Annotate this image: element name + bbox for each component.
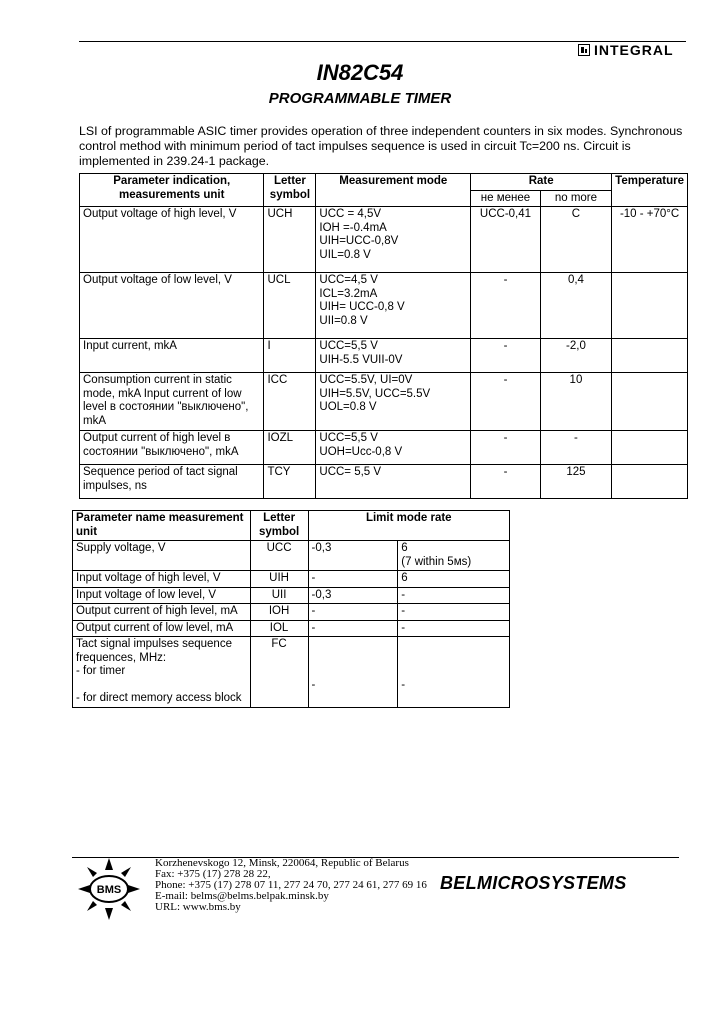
table-row bbox=[80, 465, 688, 499]
symbol-cell: UCL bbox=[264, 273, 316, 339]
table-row bbox=[73, 571, 510, 588]
mode-line: UCC=4,5 V bbox=[319, 274, 378, 286]
mode-line: UOH=Ucc-0,8 V bbox=[319, 445, 403, 458]
param-cell: Output current of high level, mA bbox=[73, 604, 251, 621]
col-rate-max-header: no more bbox=[540, 190, 611, 207]
param-cell: Output voltage of low level, V bbox=[80, 273, 264, 339]
limit-max-cell: 6 (7 within 5мs) bbox=[398, 541, 510, 571]
email: E-mail: belms@belms.belpak.minsk.by bbox=[155, 890, 329, 902]
limit-max-cell: - bbox=[398, 637, 510, 708]
mode-cell bbox=[316, 465, 471, 499]
col-rate-header: Rate bbox=[471, 174, 612, 191]
symbol-cell: UII bbox=[250, 587, 308, 604]
symbol-cell: ICC bbox=[264, 373, 316, 431]
symbol-cell: UIH bbox=[250, 571, 308, 588]
limit-max-cell: - bbox=[398, 620, 510, 637]
rate-max-cell: - bbox=[540, 431, 611, 465]
fax: Fax: +375 (17) 278 28 22, bbox=[155, 868, 271, 880]
temperature-cell bbox=[612, 431, 688, 465]
rate-max-cell: C bbox=[540, 207, 611, 273]
rate-min-cell: - bbox=[471, 373, 541, 431]
limit-max-cell: - bbox=[398, 587, 510, 604]
company-name: BELMICROSYSTEMS bbox=[440, 873, 627, 893]
mode-cell bbox=[316, 339, 471, 373]
rate-max-cell: 10 bbox=[540, 373, 611, 431]
limit-mode-table bbox=[72, 510, 510, 708]
mode-line: UOL=0.8 V bbox=[319, 401, 377, 413]
t2-param-header: Parameter name measurement unit bbox=[73, 511, 251, 541]
limit-min-cell: - bbox=[308, 604, 398, 621]
param-cell: Sequence period of tact signal impulses, ns bbox=[80, 465, 264, 499]
param-cell: Supply voltage, V bbox=[73, 541, 251, 571]
rate-max-cell: 125 bbox=[540, 465, 611, 499]
col-symbol-header: Letter symbol bbox=[264, 174, 316, 207]
limit-min-cell: - bbox=[308, 571, 398, 588]
contact-block bbox=[155, 858, 435, 913]
mode-cell bbox=[316, 431, 471, 465]
mode-line: UIL=0.8 V bbox=[319, 248, 371, 261]
rate-max-cell: 0,4 bbox=[540, 273, 611, 339]
mode-line: UIH-5.5 VUII-0V bbox=[319, 353, 403, 366]
param-cell: Tact signal impulses sequence frequences, MHz: - for timer - for direct memory access block bbox=[73, 637, 251, 708]
col-mode-header: Measurement mode bbox=[316, 174, 471, 207]
param-cell: Input voltage of high level, V bbox=[73, 571, 251, 588]
limit-min-cell: -0,3 bbox=[308, 587, 398, 604]
param-cell: Output voltage of high level, V bbox=[80, 207, 264, 273]
mode-line: UIH=UCC-0,8V bbox=[319, 235, 399, 247]
mode-line: IOH =-0.4mA bbox=[319, 221, 387, 234]
limit-min-cell: - bbox=[308, 637, 398, 708]
table-row bbox=[80, 273, 688, 339]
param-cell: Input current, mkA bbox=[80, 339, 264, 373]
temperature-cell: -10 - +70°C bbox=[612, 207, 688, 273]
symbol-cell: IOH bbox=[250, 604, 308, 621]
mode-cell bbox=[316, 373, 471, 431]
bms-logo-icon bbox=[78, 858, 140, 920]
table-row bbox=[73, 604, 510, 621]
mode-line: UII=0.8 V bbox=[319, 314, 368, 327]
mode-line: UCC= 5,5 V bbox=[319, 466, 382, 478]
limit-min-cell: - bbox=[308, 620, 398, 637]
param-cell: Consumption current in static mode, mkA Input current of low level в состоянии "выключено", mkA bbox=[80, 373, 264, 431]
page-subtitle: PROGRAMMABLE TIMER bbox=[268, 90, 452, 107]
temperature-cell bbox=[612, 465, 688, 499]
col-temp-header: Temperature bbox=[612, 174, 688, 207]
limit-max-cell: - bbox=[398, 604, 510, 621]
table-row bbox=[80, 431, 688, 465]
integral-logo-icon bbox=[578, 44, 590, 56]
mode-line: ICL=3.2mA bbox=[319, 287, 378, 300]
rate-min-cell: - bbox=[471, 465, 541, 499]
symbol-cell: I bbox=[264, 339, 316, 373]
mode-line: UIH= UCC-0,8 V bbox=[319, 301, 405, 313]
param-cell: Output current of high level в состоянии "выключено", mkA bbox=[80, 431, 264, 465]
rate-min-cell: UCC-0,41 bbox=[471, 207, 541, 273]
limit-min-cell: -0,3 bbox=[308, 541, 398, 571]
table-row bbox=[80, 207, 688, 273]
param-cell: Input voltage of low level, V bbox=[73, 587, 251, 604]
brand bbox=[578, 42, 674, 58]
page-title: IN82C54 bbox=[316, 60, 404, 85]
characteristics-table bbox=[79, 173, 688, 499]
mode-line: UIH=5.5V, UCC=5.5V bbox=[319, 387, 431, 400]
symbol-cell: UCH bbox=[264, 207, 316, 273]
intro-paragraph: LSI of programmable ASIC timer provides operation of three independent counters in six modes. Synchronous control method with minimum period of tact impulses sequence is used in circuit Tc=200 ns. Circuit is implemented in 239.24-1 package. bbox=[79, 124, 683, 168]
table-row bbox=[73, 637, 510, 708]
rate-max-cell: -2,0 bbox=[540, 339, 611, 373]
table-row bbox=[73, 587, 510, 604]
phone: Phone: +375 (17) 278 07 11, 277 24 70, 277 24 61, 277 69 16 bbox=[155, 879, 427, 891]
t2-limit-header: Limit mode rate bbox=[308, 511, 509, 541]
brand-name: INTEGRAL bbox=[594, 42, 674, 58]
temperature-cell bbox=[612, 339, 688, 373]
rate-min-cell: - bbox=[471, 431, 541, 465]
table-row bbox=[73, 541, 510, 571]
param-cell: Output current of low level, mA bbox=[73, 620, 251, 637]
symbol-cell: IOZL bbox=[264, 431, 316, 465]
table-row bbox=[80, 373, 688, 431]
temperature-cell bbox=[612, 273, 688, 339]
symbol-cell: IOL bbox=[250, 620, 308, 637]
mode-line: UCC=5.5V, UI=0V bbox=[319, 374, 413, 386]
symbol-cell: UCC bbox=[250, 541, 308, 571]
col-param-header: Parameter indication, measurements unit bbox=[80, 174, 264, 207]
mode-cell bbox=[316, 273, 471, 339]
col-rate-min-header: не менее bbox=[471, 190, 541, 207]
symbol-cell: TCY bbox=[264, 465, 316, 499]
mode-cell bbox=[316, 207, 471, 273]
mode-line: UCC = 4,5V bbox=[319, 208, 382, 220]
mode-line: UCC=5,5 V bbox=[319, 340, 378, 352]
table-row bbox=[80, 339, 688, 373]
mode-line: UCC=5,5 V bbox=[319, 432, 378, 444]
table-row bbox=[73, 620, 510, 637]
symbol-cell: FC bbox=[250, 637, 308, 708]
url: URL: www.bms.by bbox=[155, 901, 241, 913]
rate-min-cell: - bbox=[471, 339, 541, 373]
address: Korzhenevskogo 12, Minsk, 220064, Republic of Belarus bbox=[155, 857, 409, 869]
temperature-cell bbox=[612, 373, 688, 431]
rate-min-cell: - bbox=[471, 273, 541, 339]
logo-text: BMS bbox=[96, 884, 122, 896]
t2-symbol-header: Letter symbol bbox=[250, 511, 308, 541]
limit-max-cell: 6 bbox=[398, 571, 510, 588]
